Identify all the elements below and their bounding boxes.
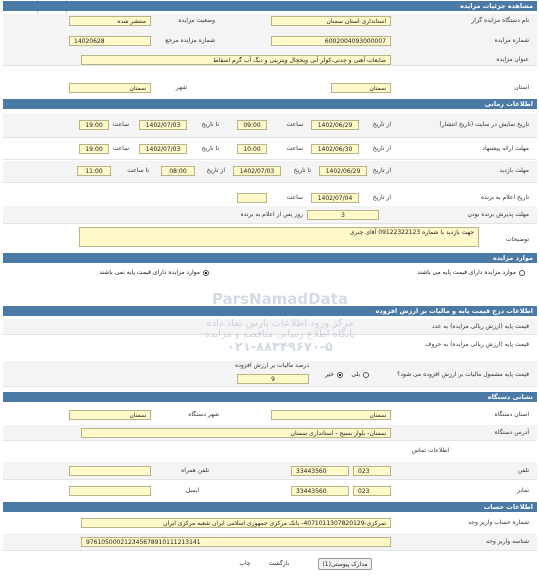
winner-from-label: از تاریخ	[372, 194, 391, 201]
radio-checked-icon[interactable]	[203, 270, 209, 276]
watermark-line2: مرکز ورود اطلاعات پارس نماد داده	[206, 318, 354, 329]
pub-to-time: 19:00	[79, 120, 109, 130]
acc-label: شماره حساب واریز وجه	[468, 519, 529, 526]
desc-field: جهت بازدید با شماره 09122322123 آقای چنری	[79, 227, 479, 247]
status-field: منتشر شده	[69, 16, 151, 26]
sheba-field: 976105000212345678910111213141	[81, 537, 391, 547]
section-time-header: اطلاعات زمانی	[3, 99, 537, 109]
visit-to-label: تا تاریخ	[293, 167, 311, 174]
visit-from-time: 08:00	[161, 166, 195, 176]
addr-city-field: سمنان	[69, 410, 151, 420]
offer-label: مهلت ارائه پیشنهاد	[482, 145, 529, 152]
section-account-header: اطلاعات حساب	[3, 502, 537, 512]
vat-pct-label: درصد مالیات بر ارزش افزوده	[235, 362, 309, 369]
mobile-label: تلفن همراه	[181, 467, 209, 474]
pub-to-hour-label: ساعت	[112, 121, 129, 128]
vat-question: قیمت پایه مشمول مالیات بر ارزش افزوده می شود؟	[397, 371, 529, 378]
city-label: شهر	[175, 84, 187, 91]
visit-from-date: 1402/06/29	[319, 166, 367, 176]
acc-field: تمرکزی-4071011307820129- بانک مرکزی جمهوری اسلامی ایران شعبه مرکزی ایران	[81, 518, 391, 528]
pub-from-hour-label: ساعت	[286, 121, 303, 128]
accept-suffix: روز پس از اعلام به برنده	[240, 211, 303, 218]
visit-label: مهلت بازدید	[499, 167, 529, 174]
sheba-label: شناسه واریز وجه	[486, 538, 529, 545]
radio-checked-icon[interactable]	[337, 372, 343, 378]
addr-prov-label: استان دستگاه	[494, 411, 529, 418]
phone-label: تلفن	[517, 467, 529, 474]
back-button[interactable]: بازگشت	[268, 560, 290, 567]
winner-date: 1402/07/04	[311, 193, 359, 203]
accept-days: 3	[307, 210, 379, 220]
visit-from2-label: از تاریخ	[206, 167, 225, 174]
offer-from-label: از تاریخ	[372, 145, 391, 152]
email-field	[69, 486, 151, 496]
ref-label: شماره مزایده مرجع	[165, 37, 215, 44]
ref-field: 14020628	[69, 36, 151, 46]
vat-yes[interactable]	[351, 371, 369, 378]
watermark-line4: ۰۲۱-۸۸۳۴۹۶۷۰-۵	[226, 340, 333, 355]
radio-unchecked-icon[interactable]	[519, 270, 525, 276]
mobile-field	[69, 466, 151, 476]
items-opt2-label: موارد مزایده دارای قیمت پایه نمی باشند	[99, 269, 200, 276]
visit-to-date: 1402/07/03	[233, 166, 281, 176]
desc-label: توضیحات	[505, 236, 529, 243]
addr-field: سمنان- بلوار بسیج - استانداری سمنان	[81, 428, 391, 438]
price-num-label: قیمت پایه (ارزش ریالی مزایده) به عدد	[431, 323, 529, 330]
items-opt2[interactable]	[99, 269, 209, 276]
addr-prov-field: سمنان	[271, 410, 391, 420]
title-label: عنوان مزایده	[496, 56, 529, 63]
pub-label: تاریخ نمایش در سایت (تاریخ انتشار)	[439, 121, 529, 128]
section-price-header: اطلاعات درج قیمت پایه و مالیات بر ارزش افزوده	[3, 306, 537, 316]
vat-no[interactable]	[325, 371, 343, 378]
items-opt1-label: موارد مزایده دارای قیمت پایه می باشند	[417, 269, 516, 276]
offer-from-time: 10:00	[237, 144, 267, 154]
num-field: 6002004093000007	[271, 36, 391, 46]
offer-to-label: تا تاریخ	[201, 145, 219, 152]
winner-label: تاریخ اعلام به برنده	[480, 194, 529, 201]
addr-label: آدرس دستگاه	[494, 429, 529, 436]
email-label: ایمیل	[185, 487, 199, 494]
vat-no-label: خیر	[325, 371, 334, 378]
org-label: نام دستگاه مزایده گزار	[471, 17, 529, 24]
fax-field: 33443560	[291, 486, 349, 496]
section-items-header: موارد مزایده	[3, 253, 537, 263]
phone-code: 023	[353, 466, 391, 476]
visit-from-label: از تاریخ	[372, 167, 391, 174]
offer-to-time: 19:00	[79, 144, 109, 154]
province-label: استان	[514, 84, 529, 91]
title-field: ضایعات آهنی و چدنی،کولر آبی ویخچال ویترینی و دیگ آب گرم اسقاط	[81, 55, 391, 65]
items-opt1[interactable]	[417, 269, 525, 276]
fax-code: 023	[353, 486, 391, 496]
visit-to-time: 11:00	[77, 166, 111, 176]
winner-time	[237, 193, 267, 203]
section-contact-header: اطلاعات تماس	[411, 447, 449, 454]
offer-to-hour-label: ساعت	[112, 145, 129, 152]
watermark-line3: پایگاه اطلاع رسانی مناقصه و مزایده	[204, 329, 356, 340]
section-address-header: نشانی دستگاه	[3, 392, 537, 402]
offer-to-date: 1402/07/03	[139, 144, 187, 154]
offer-from-hour-label: ساعت	[286, 145, 303, 152]
pub-to-label: تا تاریخ	[201, 121, 219, 128]
addr-city-label: شهر دستگاه	[188, 411, 219, 418]
attachments-button[interactable]: مدارک پیوستی(1)	[318, 558, 372, 570]
vat-pct-field: 9	[237, 374, 309, 384]
org-field: استانداری استان سمنان	[271, 16, 391, 26]
section-details-header: مشاهده جزئیات مزایده	[3, 1, 537, 11]
accept-label: مهلت پذیرش برنده بودن	[467, 211, 529, 218]
pub-to-date: 1402/07/03	[139, 120, 187, 130]
visit-to-hour-label: تا ساعت	[127, 167, 149, 174]
print-button[interactable]: چاپ	[239, 560, 251, 567]
phone-field: 33443560	[291, 466, 349, 476]
fax-label: نمابر	[517, 487, 529, 494]
radio-unchecked-icon[interactable]	[363, 372, 369, 378]
pub-from-date: 1402/06/29	[311, 120, 359, 130]
pub-from-label: از تاریخ	[372, 121, 391, 128]
num-label: شماره مزایده	[494, 37, 529, 44]
vat-yes-label: بلی	[351, 371, 360, 378]
offer-from-date: 1402/06/30	[311, 144, 359, 154]
status-label: وضعیت مزایده	[178, 17, 215, 24]
watermark-line1: ParsNamadData	[211, 290, 349, 308]
price-text-label: قیمت پایه (ارزش ریالی مزایده) به حروف	[425, 341, 529, 348]
province-field: سمنان	[331, 83, 391, 93]
city-field: سمنان	[69, 83, 151, 93]
winner-hour-label: ساعت	[286, 194, 303, 201]
pub-from-time: 09:00	[237, 120, 267, 130]
